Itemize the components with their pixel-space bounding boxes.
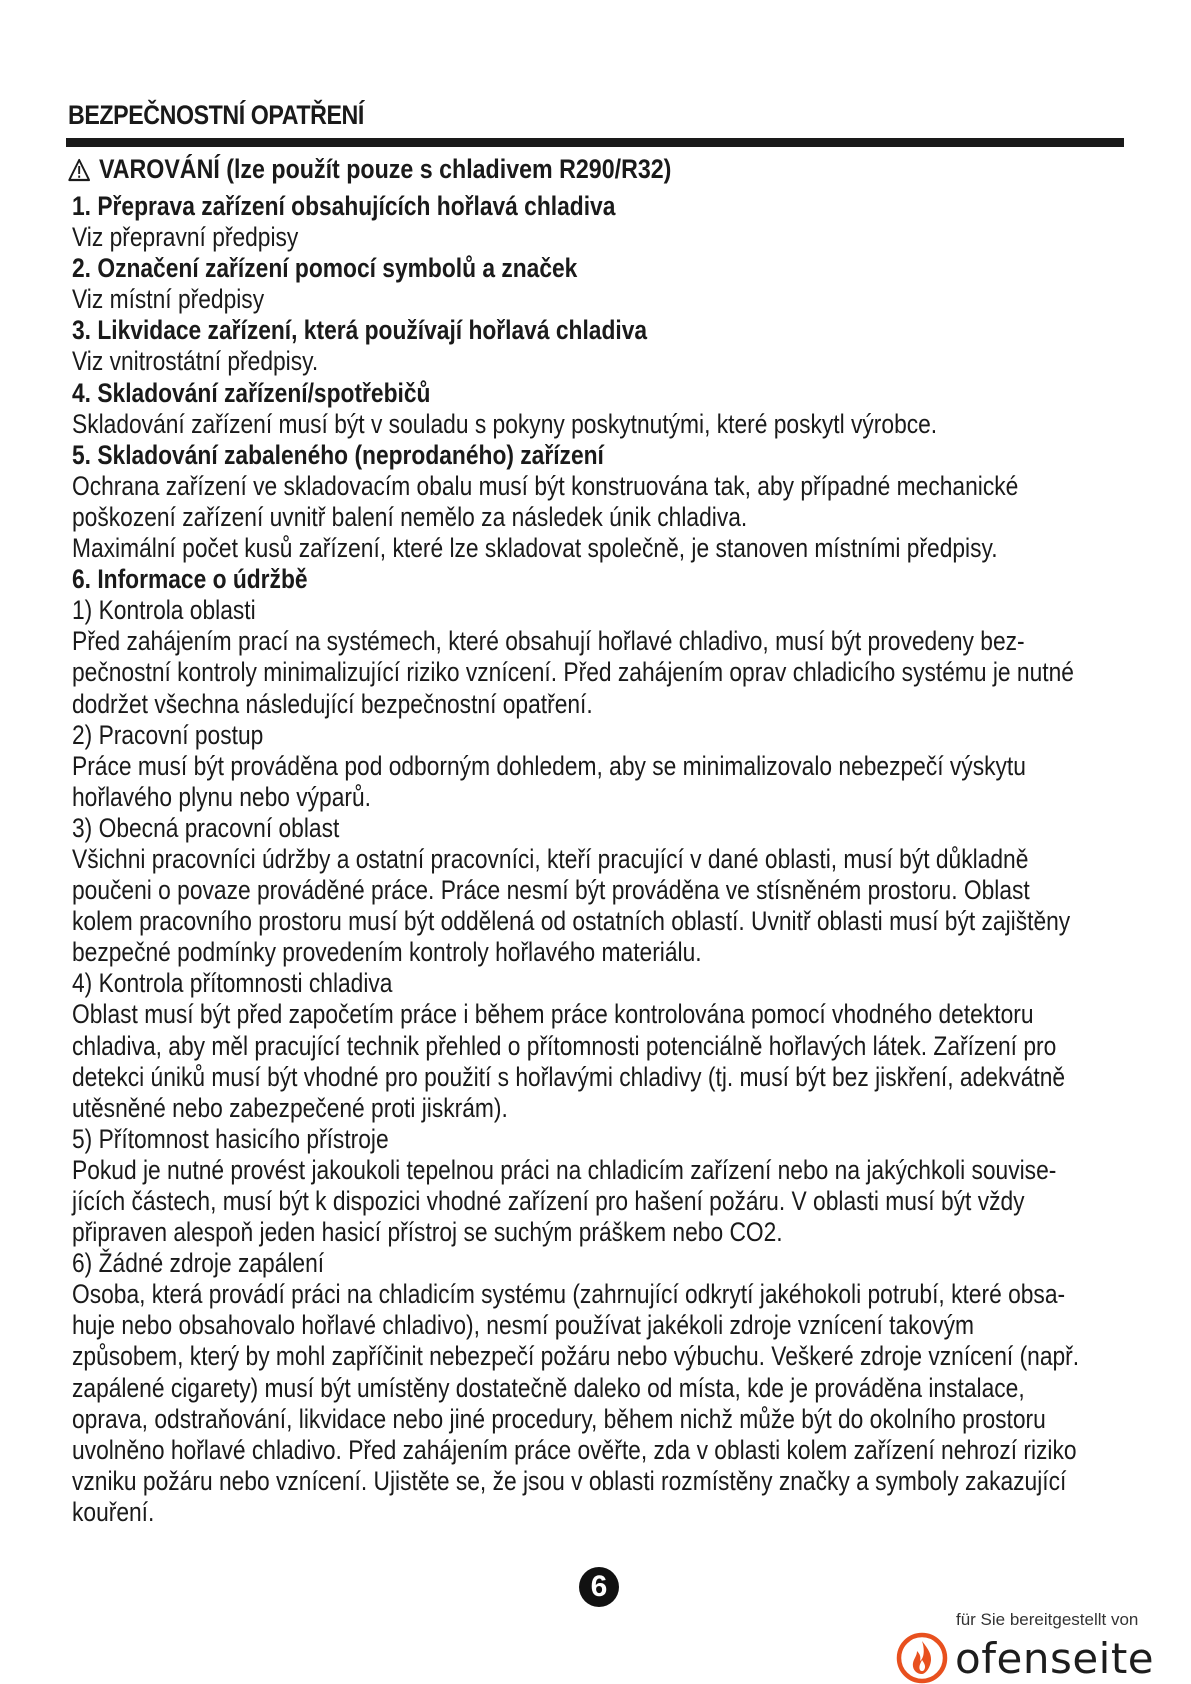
body-line: kouření. — [72, 1496, 155, 1527]
body-line: pečnostní kontroly minimalizující riziko vznícení. Před zahájením oprav chladicího systému je nutné — [72, 657, 1074, 688]
warning-title-text: VAROVÁNÍ (lze použít pouze s chladivem R290/R32) — [98, 154, 672, 184]
body-line: hořlavého plynu nebo výparů. — [72, 781, 372, 812]
body-line: vzniku požáru nebo vznícení. Ujistěte se, že jsou v oblasti rozmístěny značky a symboly zakazující — [72, 1465, 1067, 1496]
body-line: poučeni o povaze prováděné práce. Práce nesmí být prováděna ve stísněném prostoru. Oblast — [72, 875, 1030, 906]
credit-caption: für Sie bereitgestellt von — [956, 1610, 1139, 1629]
body-line: huje nebo obsahovalo hořlavé chladivo), nesmí používat jakékoli zdroje vznícení takovým — [72, 1310, 974, 1341]
body-line: Ochrana zařízení ve skladovacím obalu musí být konstruována tak, aby případné mechanické — [72, 470, 1019, 501]
body-line: Viz místní předpisy — [72, 284, 265, 315]
body-line: oprava, odstraňování, likvidace nebo jiné procedury, během nichž může být do okolního prostoru — [72, 1403, 1046, 1434]
warning-heading — [68, 154, 671, 185]
body-line: Viz přepravní předpisy — [72, 222, 299, 253]
body-line: uvolněno hořlavé chladivo. Před zahájením práce ověřte, zda v oblasti kolem zařízení nehrozí riziko — [72, 1434, 1077, 1465]
section-heading: 1. Přeprava zařízení obsahujících hořlavá chladiva — [72, 191, 616, 221]
body-line: Všichni pracovníci údržby a ostatní pracovníci, kteří pracující v dané oblasti, musí být důkladně — [72, 843, 1029, 874]
page-number: 6 — [579, 1567, 619, 1607]
body-line: Maximální počet kusů zařízení, které lze skladovat společně, je stanoven místními předpisy. — [72, 533, 998, 564]
body-line: chladiva, aby měl pracující technik přehled o přítomnosti potenciálně hořlavých látek. Zařízení pro — [72, 1030, 1057, 1061]
section-heading: 2. Označení zařízení pomocí symbolů a značek — [72, 253, 578, 284]
section-heading: 6. Informace o údržbě — [72, 564, 308, 595]
body-line: 2) Pracovní postup — [72, 719, 264, 750]
header-divider — [66, 138, 1124, 147]
body-line: Osoba, která provádí práci na chladicím systému (zahrnující odkrytí jakéhokoli potrubí, které obsa- — [72, 1279, 1066, 1310]
body-line: 5) Přítomnost hasicího přístroje — [72, 1123, 389, 1154]
body-line: bezpečné podmínky provedením kontroly hořlavého materiálu. — [72, 937, 702, 968]
body-line: Pokud je nutné provést jakoukoli tepelnou práci na chladicím zařízení nebo na jakýchkoli souvise- — [72, 1154, 1057, 1185]
body-line: 1) Kontrola oblasti — [72, 595, 256, 626]
body-line: poškození zařízení uvnitř balení nemělo za následek únik chladiva. — [72, 501, 748, 532]
flame-logo-icon — [895, 1632, 949, 1684]
section-heading: 4. Skladování zařízení/spotřebičů — [72, 377, 431, 408]
body-line: Práce musí být prováděna pod odborným dohledem, aby se minimalizovalo nebezpečí výskytu — [72, 750, 1026, 781]
section-title: BEZPEČNOSTNÍ OPATŘENÍ — [68, 100, 364, 130]
brand-name: ofenseite — [955, 1633, 1155, 1683]
body-line: zapálené cigarety) musí být umístěny dostatečně daleko od místa, kde je prováděna instalace, — [72, 1372, 1025, 1403]
body-line: utěsněné nebo zabezpečené proti jiskrám). — [72, 1092, 508, 1123]
body-line: Skladování zařízení musí být v souladu s pokyny poskytnutými, které poskytl výrobce. — [72, 408, 938, 439]
section-heading: 5. Skladování zabaleného (neprodaného) zařízení — [72, 439, 604, 470]
body-line: kolem pracovního prostoru musí být oddělená od ostatních oblastí. Uvnitř oblasti musí být zajištěny — [72, 906, 1071, 937]
brand-logo — [895, 1632, 1154, 1684]
body-line: Před zahájením prací na systémech, které obsahují hořlavé chladivo, musí být provedeny bez- — [72, 626, 1025, 657]
section-heading: 3. Likvidace zařízení, která používají hořlavá chladiva — [72, 315, 648, 346]
body-line: 4) Kontrola přítomnosti chladiva — [72, 968, 393, 999]
warning-triangle-icon — [68, 158, 90, 182]
document-body — [72, 191, 1078, 1528]
body-line: způsobem, který by mohl zapříčinit nebezpečí požáru nebo výbuchu. Veškeré zdroje vznícení (např. — [72, 1341, 1080, 1372]
body-line: jících částech, musí být k dispozici vhodné zařízení pro hašení požáru. V oblasti musí být vždy — [72, 1186, 1025, 1216]
body-line: Viz vnitrostátní předpisy. — [72, 346, 319, 377]
body-line: 3) Obecná pracovní oblast — [72, 812, 340, 843]
body-line: detekci úniků musí být vhodné pro použití s hořlavými chladivy (tj. musí být bez jiskření, adekvátně — [72, 1061, 1066, 1092]
body-line: připraven alespoň jeden hasicí přístroj se suchým práškem nebo CO2. — [72, 1217, 783, 1248]
body-line: dodržet všechna následující bezpečnostní opatření. — [72, 688, 593, 719]
body-line: 6) Žádné zdroje zapálení — [72, 1248, 325, 1279]
body-line: Oblast musí být před započetím práce i během práce kontrolována pomocí vhodného detektoru — [72, 999, 1034, 1030]
